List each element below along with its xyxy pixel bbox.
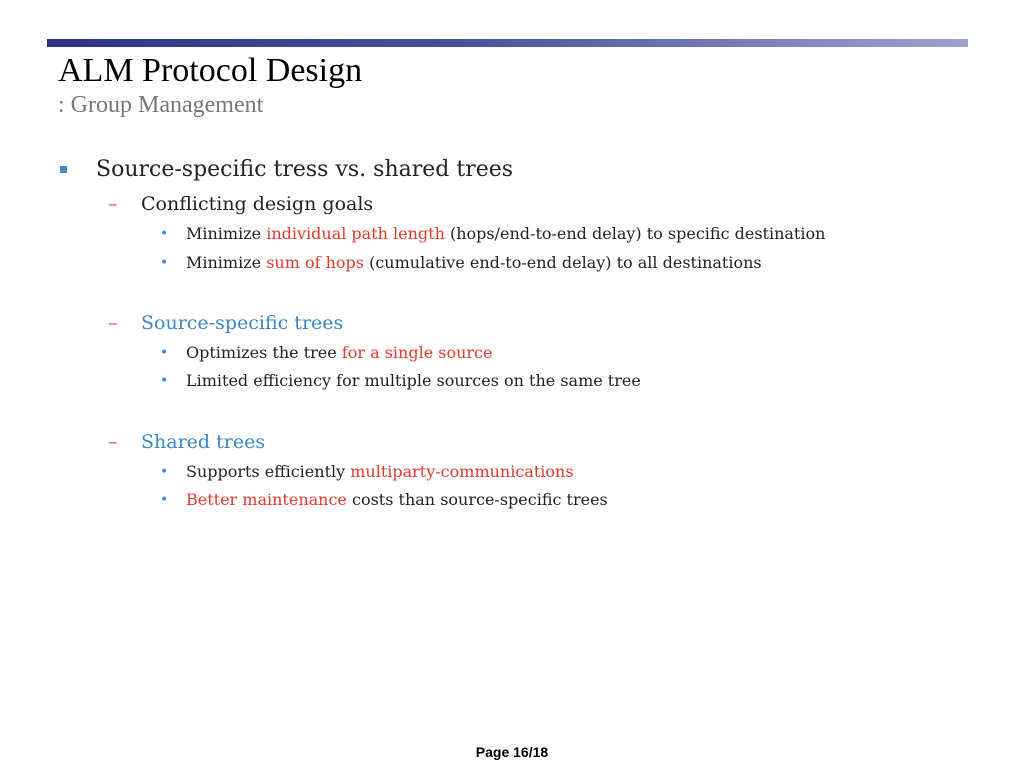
- dash-bullet-icon: –: [108, 312, 118, 334]
- item-text: Supports efficiently: [186, 462, 351, 481]
- list-item: [186, 371, 641, 391]
- main-bullet-text: Source-specific tress vs. shared trees: [96, 157, 514, 182]
- list-item: [186, 343, 492, 363]
- section-heading-shared-trees: Shared trees: [141, 431, 266, 453]
- item-text: (hops/end-to-end delay) to specific destination: [444, 224, 826, 243]
- list-item: [186, 462, 574, 482]
- dash-bullet-icon: –: [108, 431, 118, 453]
- item-highlight: individual path length: [266, 224, 445, 243]
- dot-bullet-icon: •: [160, 345, 169, 361]
- slide-title: ALM Protocol Design: [58, 52, 363, 89]
- item-text: costs than source-specific trees: [346, 490, 608, 509]
- section-heading-conflicting-goals: Conflicting design goals: [141, 193, 374, 215]
- item-text: (cumulative end-to-end delay) to all destinations: [364, 253, 762, 272]
- dot-bullet-icon: •: [160, 373, 169, 389]
- square-bullet-icon: [60, 166, 67, 173]
- dash-bullet-icon: –: [108, 193, 118, 215]
- item-text: Minimize: [186, 253, 267, 272]
- item-highlight: sum of hops: [266, 253, 365, 272]
- dot-bullet-icon: •: [160, 226, 169, 242]
- item-text: Minimize: [186, 224, 267, 243]
- item-text: Optimizes the tree: [186, 343, 342, 362]
- item-text: Limited efficiency for multiple sources on the same tree: [186, 371, 641, 390]
- section-heading-source-specific-trees: Source-specific trees: [141, 312, 344, 334]
- dot-bullet-icon: •: [160, 255, 169, 271]
- list-item: [186, 490, 608, 510]
- list-item: [186, 224, 825, 244]
- list-item: [186, 253, 762, 273]
- title-accent-bar: [47, 39, 968, 47]
- item-highlight: multiparty-communications: [350, 462, 574, 481]
- dot-bullet-icon: •: [160, 464, 169, 480]
- item-highlight: for a single source: [341, 343, 493, 362]
- item-highlight: Better maintenance: [186, 490, 347, 509]
- page-number: Page 16/18: [475, 744, 549, 760]
- dot-bullet-icon: •: [160, 492, 169, 508]
- slide-subtitle: : Group Management: [58, 92, 264, 118]
